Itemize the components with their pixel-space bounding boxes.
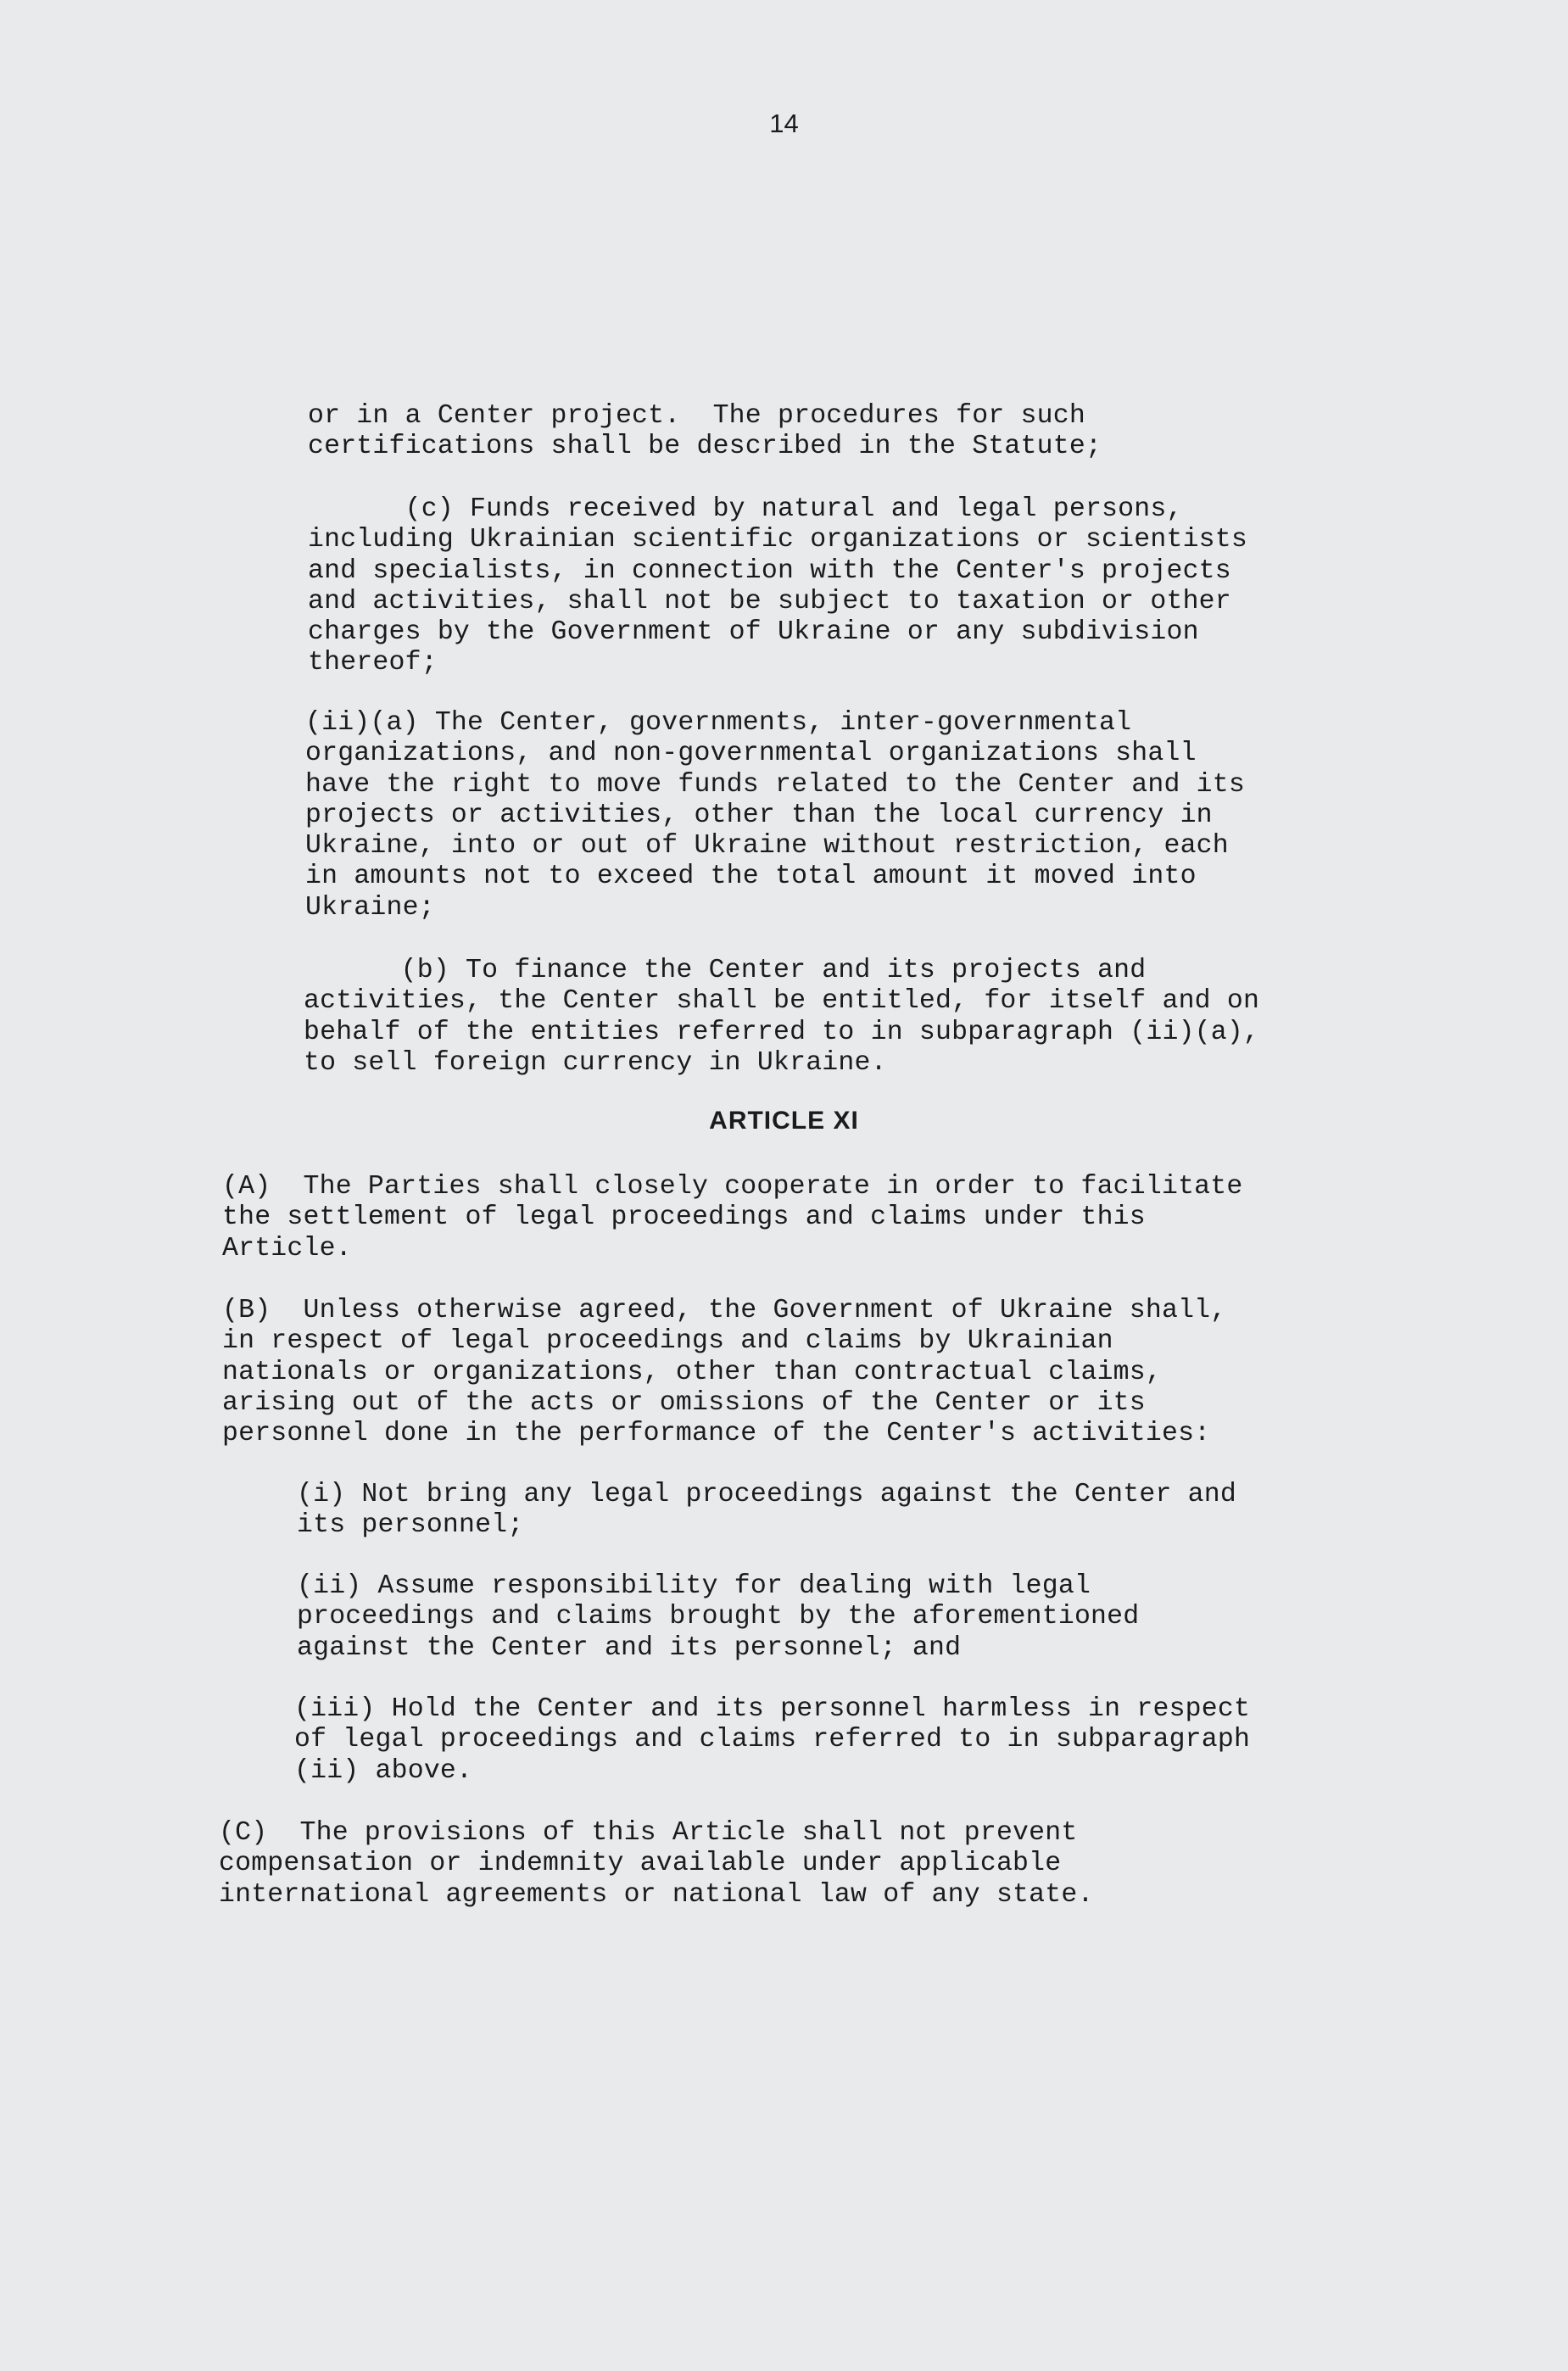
paragraph-c-funds-taxation: (c) Funds received by natural and legal persons, including Ukrainian scientific organizations or scientists and specialists, in connection with the Center's projects and activities, shall not be subject to taxation or other charges by the Government of Ukraine or any subdivision thereof;	[308, 494, 1247, 678]
paragraph-c-provisions: (C) The provisions of this Article shall not prevent compensation or indemnity available under applicable international agreements or national law of any state.	[219, 1818, 1094, 1910]
article-heading: ARTICLE XI	[709, 1107, 859, 1135]
paragraph-b-foreign-currency: (b) To finance the Center and its projects and activities, the Center shall be entitled, for itself and on behalf of the entities referred to in subparagraph (ii)(a), to sell foreign currency in Ukraine.	[304, 956, 1260, 1078]
page-number: 14	[769, 109, 799, 138]
paragraph-i-not-bring: (i) Not bring any legal proceedings against the Center and its personnel;	[297, 1480, 1236, 1541]
paragraph-b-unless-otherwise: (B) Unless otherwise agreed, the Government of Ukraine shall, in respect of legal proceedings and claims by Ukrainian nationals or organizations, other than contractual claims, arising out of the acts or omissions of the Center or its personnel done in the performance of the Center's activities:	[222, 1296, 1227, 1449]
paragraph-ii-a-move-funds: (ii)(a) The Center, governments, inter-governmental organizations, and non-governmental organizations shall have the right to move funds related to the Center and its projects or activities, other than the local currency in Ukraine, into or out of Ukraine without restriction, each in amounts not to exceed the total amount it moved into Ukraine;	[305, 708, 1245, 923]
paragraph-ii-assume-responsibility: (ii) Assume responsibility for dealing with legal proceedings and claims brought by the aforementioned against the Center and its personnel; and	[297, 1571, 1140, 1663]
paragraph-certifications: or in a Center project. The procedures for such certifications shall be described in the Statute;	[308, 401, 1102, 462]
paragraph-a-cooperate: (A) The Parties shall closely cooperate in order to facilitate the settlement of legal proceedings and claims under this Article.	[222, 1172, 1243, 1264]
paragraph-iii-hold-harmless: (iii) Hold the Center and its personnel harmless in respect of legal proceedings and claims referred to in subparagraph (ii) above.	[294, 1694, 1251, 1786]
